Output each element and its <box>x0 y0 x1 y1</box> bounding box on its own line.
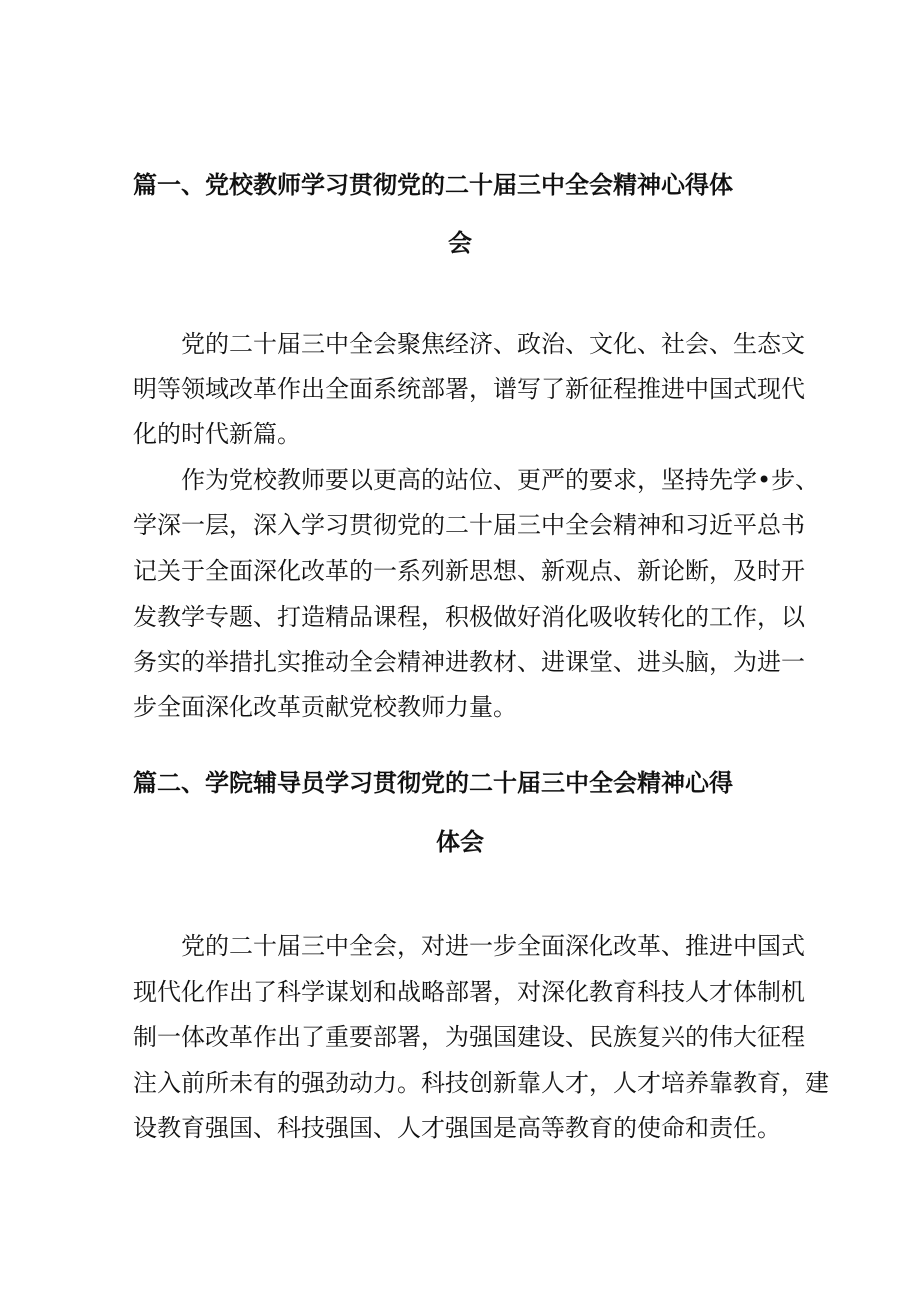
paragraph-line: 制一体改革作出了重要部署，为强国建设、民族复兴的伟大征程 <box>133 1023 805 1051</box>
section-1-heading-line-2: 会 <box>448 229 472 257</box>
paragraph-line: 党的二十届三中全会，对进一步全面深化改革、推进中国式 <box>181 932 805 960</box>
section-2-heading-line-1: 篇二、学院辅导员学习贯彻党的二十届三中全会精神心得 <box>133 769 733 797</box>
paragraph-line: 现代化作出了科学谋划和战略部署，对深化教育科技人才体制机 <box>133 978 805 1006</box>
paragraph-line: 设教育强国、科技强国、人才强国是高等教育的使命和责任。 <box>133 1114 781 1142</box>
paragraph-line: 明等领域改革作出全面系统部署，谱写了新征程推进中国式现代 <box>133 375 805 403</box>
paragraph-line: 党的二十届三中全会聚焦经济、政治、文化、社会、生态文 <box>181 330 805 358</box>
paragraph-line: 化的时代新篇。 <box>133 420 301 448</box>
section-2-heading-line-2: 体会 <box>436 828 484 856</box>
paragraph-line: 作为党校教师要以更高的站位、更严的要求，坚持先学•步、 <box>181 466 820 494</box>
paragraph-line: 发教学专题、打造精品课程，积极做好消化吸收转化的工作，以 <box>133 603 805 631</box>
paragraph-line: 步全面深化改革贡献党校教师力量。 <box>133 693 517 721</box>
paragraph-line: 务实的举措扎实推动全会精神进教材、进课堂、进头脑，为进一 <box>133 648 805 676</box>
paragraph-line: 注入前所未有的强劲动力。科技创新靠人才，人才培养靠教育，建 <box>133 1069 829 1097</box>
section-1-heading-line-1: 篇一、党校教师学习贯彻党的二十届三中全会精神心得体 <box>133 171 733 199</box>
paragraph-line: 记关于全面深化改革的一系列新思想、新观点、新论断，及时开 <box>133 557 805 585</box>
paragraph-line: 学深一层，深入学习贯彻党的二十届三中全会精神和习近平总书 <box>133 511 805 539</box>
